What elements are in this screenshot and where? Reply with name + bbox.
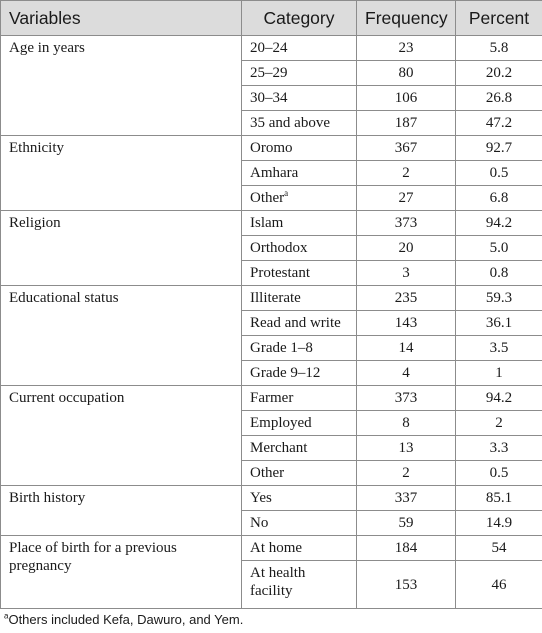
frequency-cell: 14	[357, 336, 456, 361]
frequency-cell: 3	[357, 261, 456, 286]
category-label: 25–29	[250, 65, 288, 81]
percent-cell: 0.8	[456, 261, 542, 286]
variable-cell: Current occupation	[1, 386, 242, 486]
frequency-cell: 59	[357, 511, 456, 536]
category-label: Amhara	[250, 165, 299, 181]
percent-cell: 14.9	[456, 511, 542, 536]
percent-cell: 6.8	[456, 186, 542, 211]
frequency-cell: 2	[357, 461, 456, 486]
header-row	[1, 1, 542, 36]
frequency-cell: 106	[357, 86, 456, 111]
category-label: Yes	[250, 490, 272, 506]
percent-cell: 1	[456, 361, 542, 386]
percent-cell: 47.2	[456, 111, 542, 136]
header-variables: Variables	[1, 1, 242, 36]
table-row	[1, 286, 542, 311]
table-row	[1, 211, 542, 236]
header-percent: Percent	[456, 1, 542, 36]
percent-cell: 0.5	[456, 161, 542, 186]
frequency-cell: 23	[357, 36, 456, 61]
variable-cell: Age in years	[1, 36, 242, 136]
variable-cell: Place of birth for a previous pregnancy	[1, 536, 242, 609]
table-row	[1, 386, 542, 411]
category-label: 35 and above	[250, 115, 330, 131]
percent-cell: 26.8	[456, 86, 542, 111]
category-label: 30–34	[250, 90, 288, 106]
frequency-cell: 337	[357, 486, 456, 511]
category-cell	[242, 111, 357, 136]
frequency-cell: 187	[357, 111, 456, 136]
category-label: No	[250, 515, 269, 531]
percent-cell: 5.0	[456, 236, 542, 261]
category-cell	[242, 486, 357, 511]
percent-cell: 2	[456, 411, 542, 436]
variable-cell: Birth history	[1, 486, 242, 536]
category-cell	[242, 511, 357, 536]
category-label: Protestant	[250, 265, 310, 281]
percent-cell: 0.5	[456, 461, 542, 486]
percent-cell: 59.3	[456, 286, 542, 311]
variable-cell: Educational status	[1, 286, 242, 386]
category-label: Merchant	[250, 440, 308, 456]
category-cell	[242, 161, 357, 186]
percent-cell: 85.1	[456, 486, 542, 511]
frequency-cell: 4	[357, 361, 456, 386]
footnote	[4, 612, 243, 627]
category-label: Islam	[250, 215, 284, 231]
footnote-marker: a	[4, 611, 9, 621]
header-frequency: Frequency	[357, 1, 456, 36]
frequency-cell: 373	[357, 211, 456, 236]
frequency-cell: 153	[357, 561, 456, 609]
table-row	[1, 136, 542, 161]
category-cell	[242, 236, 357, 261]
percent-cell: 94.2	[456, 386, 542, 411]
frequency-cell: 2	[357, 161, 456, 186]
category-label: At health facility	[250, 565, 306, 599]
category-cell	[242, 386, 357, 411]
category-label: Orthodox	[250, 240, 308, 256]
table-body	[1, 36, 542, 609]
category-label: Illiterate	[250, 290, 301, 306]
header-category: Category	[242, 1, 357, 36]
frequency-cell: 373	[357, 386, 456, 411]
percent-cell: 3.5	[456, 336, 542, 361]
category-cell	[242, 286, 357, 311]
frequency-cell: 235	[357, 286, 456, 311]
footnote-marker: a	[284, 188, 289, 198]
category-cell	[242, 136, 357, 161]
category-label: Grade 1–8	[250, 340, 313, 356]
percent-cell: 92.7	[456, 136, 542, 161]
percent-cell: 20.2	[456, 61, 542, 86]
category-cell	[242, 211, 357, 236]
category-label: Farmer	[250, 390, 294, 406]
variable-cell: Ethnicity	[1, 136, 242, 211]
category-cell	[242, 436, 357, 461]
frequency-cell: 20	[357, 236, 456, 261]
table-row	[1, 536, 542, 561]
category-label: Other	[250, 465, 285, 481]
frequency-cell: 13	[357, 436, 456, 461]
variable-cell: Religion	[1, 211, 242, 286]
category-cell	[242, 311, 357, 336]
category-label: At home	[250, 540, 303, 556]
category-cell	[242, 86, 357, 111]
category-label: Read and write	[250, 315, 341, 331]
category-label: 20–24	[250, 40, 288, 56]
category-label: Oromo	[250, 140, 293, 156]
category-cell	[242, 261, 357, 286]
percent-cell: 5.8	[456, 36, 542, 61]
frequency-cell: 184	[357, 536, 456, 561]
frequency-cell: 27	[357, 186, 456, 211]
frequency-cell: 80	[357, 61, 456, 86]
category-cell	[242, 36, 357, 61]
category-label: Employed	[250, 415, 312, 431]
footnote-text: Others included Kefa, Dawuro, and Yem.	[8, 612, 244, 627]
category-cell	[242, 336, 357, 361]
category-cell	[242, 561, 357, 609]
frequency-cell: 8	[357, 411, 456, 436]
percent-cell: 3.3	[456, 436, 542, 461]
category-cell	[242, 186, 357, 211]
table-row	[1, 36, 542, 61]
category-cell	[242, 61, 357, 86]
frequency-cell: 367	[357, 136, 456, 161]
percent-cell: 36.1	[456, 311, 542, 336]
category-label: Grade 9–12	[250, 365, 321, 381]
table-row	[1, 486, 542, 511]
percent-cell: 94.2	[456, 211, 542, 236]
percent-cell: 54	[456, 536, 542, 561]
category-cell	[242, 411, 357, 436]
category-label: Other	[250, 190, 285, 206]
frequency-cell: 143	[357, 311, 456, 336]
percent-cell: 46	[456, 561, 542, 609]
category-cell	[242, 536, 357, 561]
category-cell	[242, 461, 357, 486]
category-cell	[242, 361, 357, 386]
